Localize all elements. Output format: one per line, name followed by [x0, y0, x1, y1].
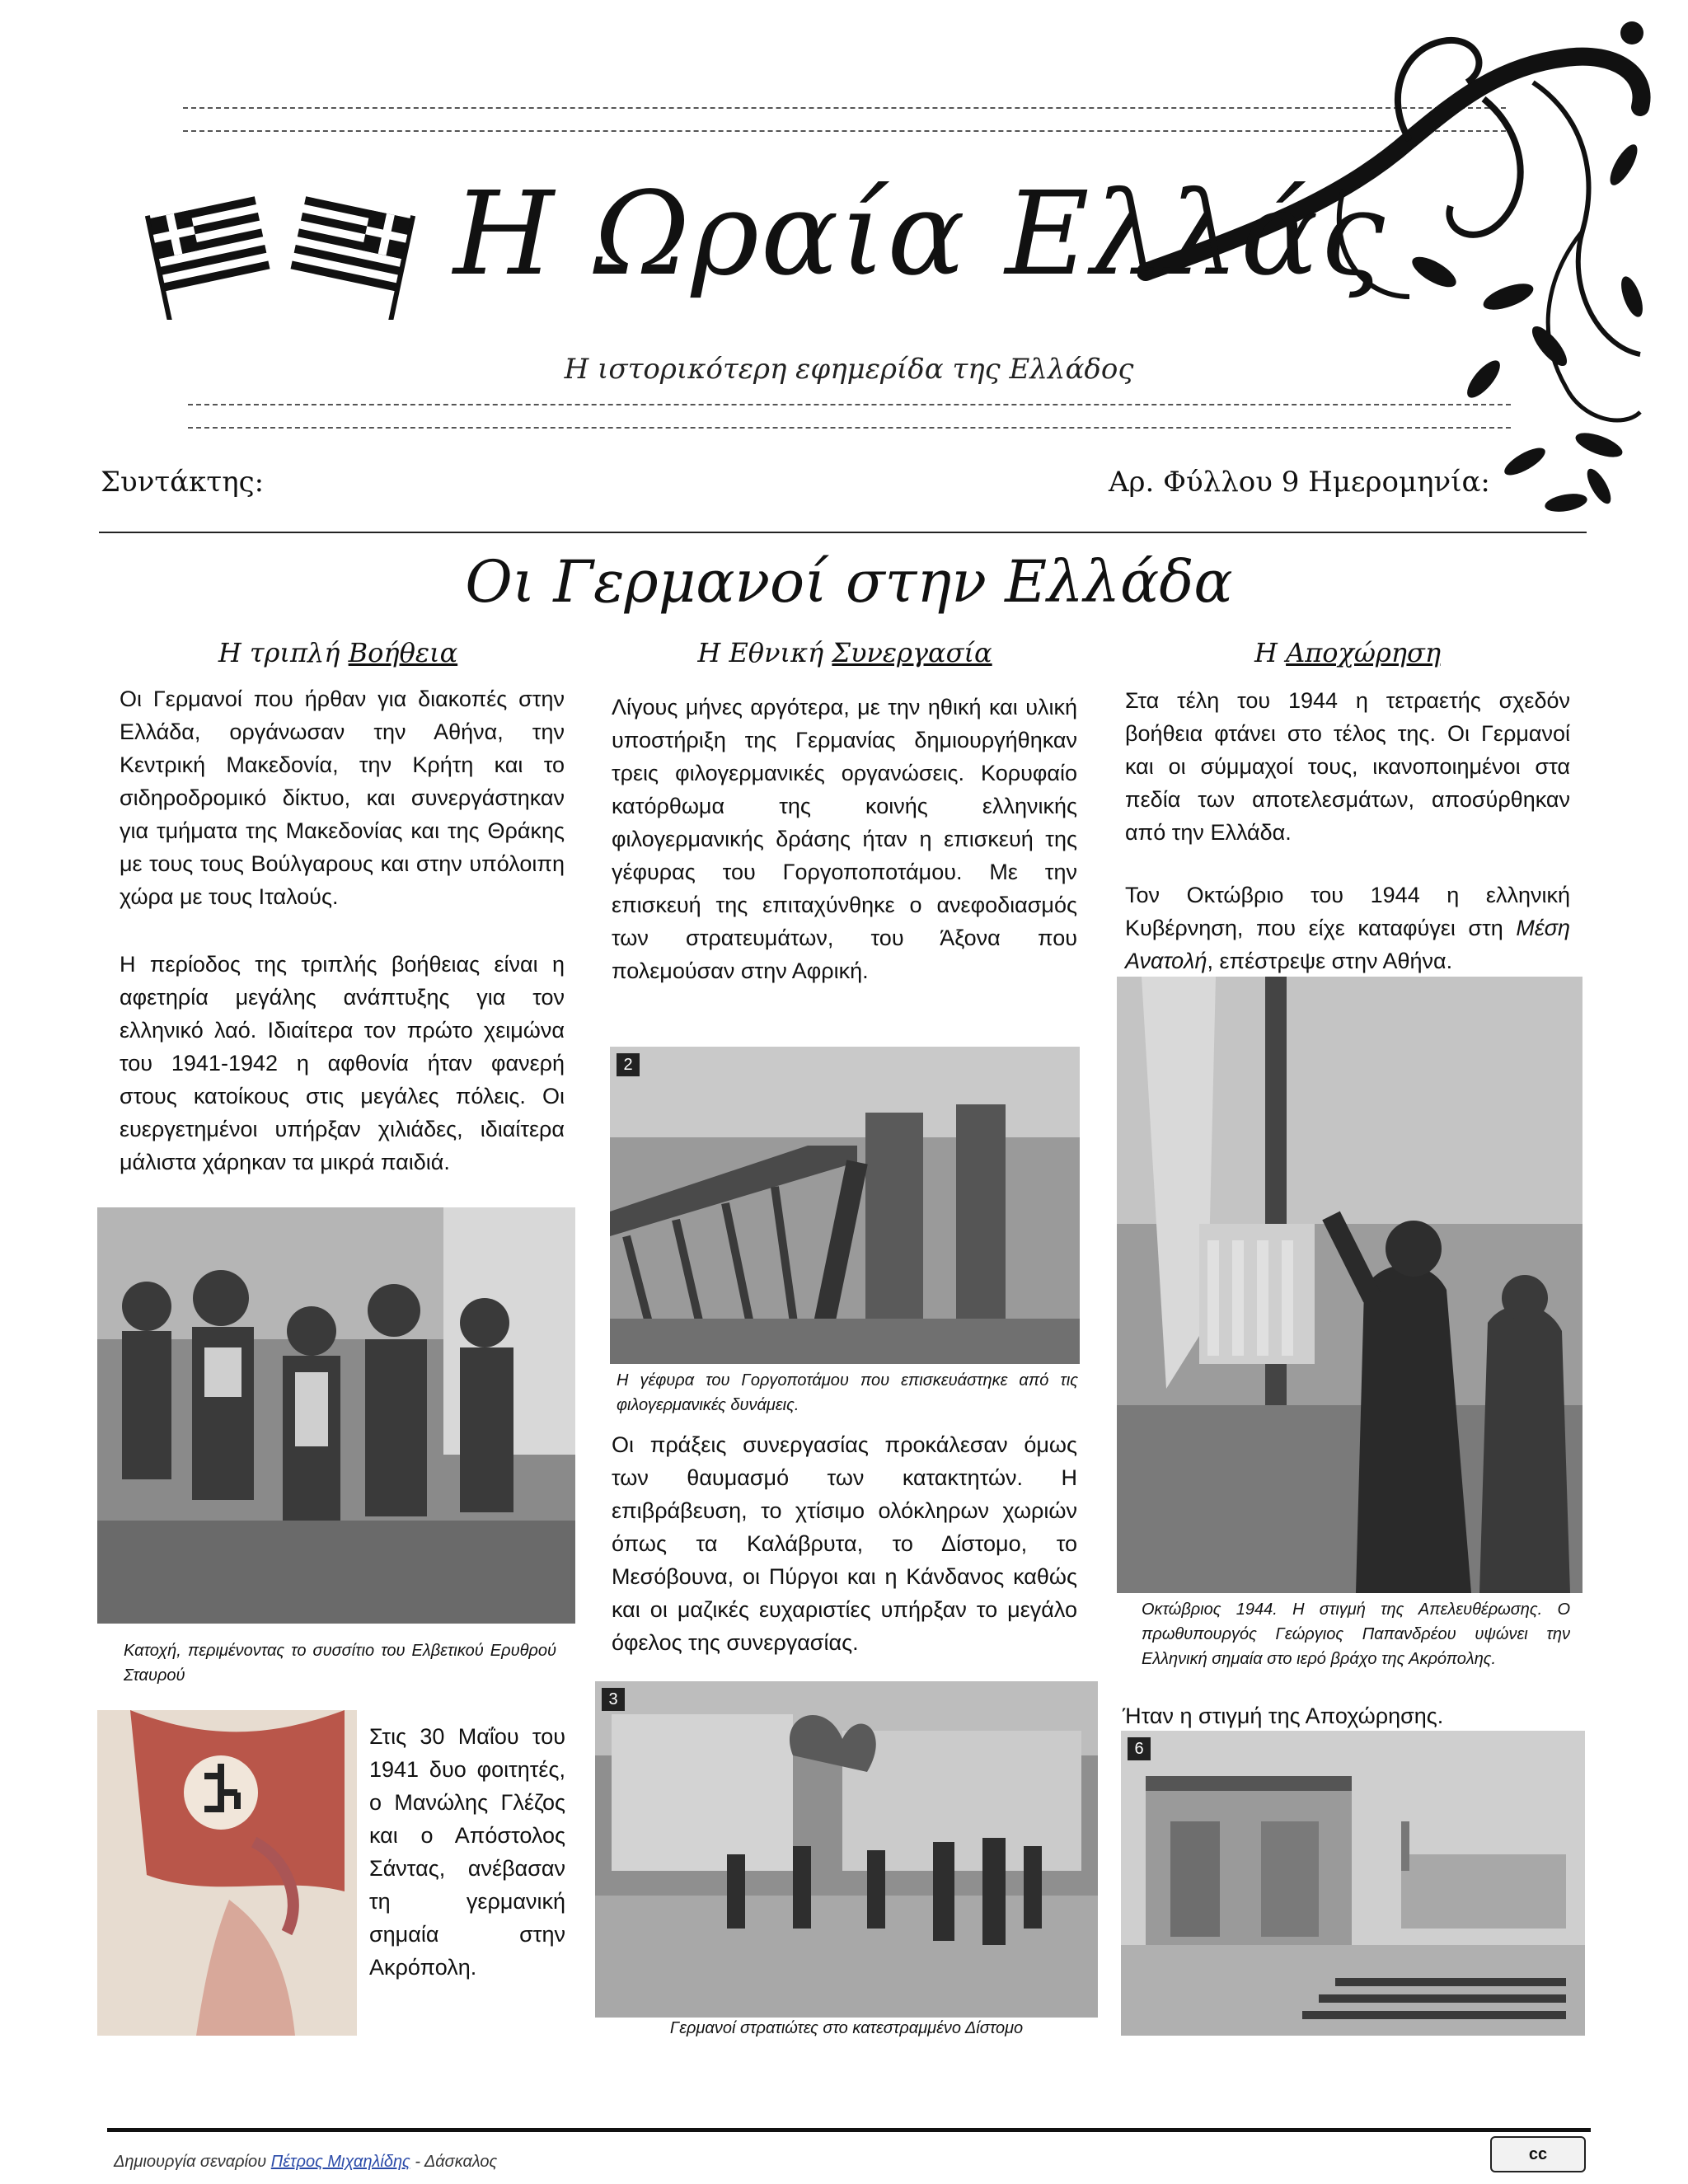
footer-credit — [114, 2153, 497, 2172]
subtitle-dashed-rule — [188, 404, 1511, 405]
creative-commons-badge-icon[interactable]: cc — [1490, 2136, 1586, 2172]
credit-prefix: Δημιουργία σεναρίου — [114, 2153, 271, 2171]
bridge-photo-caption: Η γέφυρα του Γοργοποτάμου που επισκευάστηκε από τις φιλογερμανικές δυνάμεις. — [617, 1371, 1078, 1414]
newspaper-title: Η Ωραία Ελλάς — [453, 167, 1387, 302]
heading-text: Η Εθνική — [697, 637, 832, 668]
photo-number-badge: 6 — [1128, 1737, 1151, 1760]
heading-underlined-text: Συνεργασία — [832, 637, 992, 668]
newspaper-subtitle: Η ιστορικότερη εφημερίδα της Ελλάδος — [564, 353, 1134, 386]
children-photo-caption: Κατοχή, περιμένοντας το συσσίτιο του Ελβετικού Ερυθρού Σταυρού — [124, 1642, 556, 1685]
article-headline: Οι Γερμανοί στην Ελλάδα — [465, 548, 1233, 616]
acropolis-parade-photo — [1121, 1731, 1585, 2036]
children-queue-photo — [97, 1207, 575, 1624]
photo-number-badge: 3 — [602, 1688, 625, 1711]
left-paragraph-2: Η περίοδος της τριπλής βοήθειας είναι η αφετηρία μεγάλης ανάπτυξης για τον ελληνικό λαό. Ιδιαίτερα τον πρώτο χειμώνα του 1941-1942 η αφθονία ήταν φανερή στους κατοίκους στις μεγάλες πόλεις. Οι ευεργετημένοι υπήρξαν χιλιάδες, ιδιαίτερα μάλιστα χάρηκαν τα μικρά παιδιά. — [120, 952, 565, 1174]
paragraph-text: Τον Οκτώβριο του 1944 η ελληνική Κυβέρνηση, που είχε καταφύγει στη — [1125, 883, 1570, 940]
middle-paragraph-2: Οι πράξεις συνεργασίας προκάλεσαν όμως των θαυμασμό των κατακτητών. Η επιβράβευση, το χτίσιμο ολόκληρων χωριών όπως τα Καλάβρυτα, το Δίστομο, το Μεσόβουνα, οι Πύργοι και η Κάνδανος καθώς και οι μαζικές ευχαριστίες υπήρξαν το μεγάλο όφελος της συνεργασίας. — [612, 1432, 1077, 1655]
left-paragraph-1: Οι Γερμανοί που ήρθαν για διακοπές στην Ελλάδα, οργάνωσαν την Αθήνα, την Κεντρική Μακεδονία, την Κρήτη και το σιδηροδρομικό δίκτυο, και συνεργάστηκαν για τμήματα της Μακεδονίας και της Θράκης με τους τους Βούλγαρους και στην υπόλοιπη χώρα με τους Ιταλούς. — [120, 687, 565, 909]
right-column-heading — [1125, 637, 1570, 668]
middle-paragraph-1: Λίγους μήνες αργότερα, με την ηθική και υλική υποστήριξη της Γερμανίας δημιουργήθηκαν τρεις φιλογερμανικές οργανώσεις. Κορυφαίο κατόρθωμα της κοινής ελληνικής φιλογερμανικής δράσης ήταν η επισκευή της γέφυρας του Γοργοποποτάμου. Με την επισκευή της επιταχύνθηκε ο ανεφοδιασμός των στρατευμάτων, του Άξονα που πολεμούσαν στην Αφρική. — [612, 695, 1077, 983]
photo-number-badge: 2 — [617, 1053, 640, 1076]
author-link[interactable]: Πέτρος Μιχαηλίδης — [270, 2153, 410, 2171]
gorgopotamos-bridge-photo — [610, 1047, 1080, 1364]
right-paragraph-2 — [1125, 879, 1570, 977]
right-paragraph-1: Στα τέλη του 1944 η τετραετής σχεδόν βοήθεια φτάνει στο τέλος της. Οι Γερμανοί και οι σύμμαχοί τους, ικανοποιημένοι στα πεδία των αποτελεσμάτων, αποσύρθηκαν από την Ελλάδα. — [1125, 688, 1570, 845]
heading-text: Η τριπλή — [218, 637, 349, 668]
liberation-flag-raising-photo — [1117, 977, 1582, 1593]
header-rule — [99, 532, 1587, 533]
credit-suffix: - Δάσκαλος — [410, 2153, 498, 2171]
heading-underlined-text: Αποχώρηση — [1286, 637, 1441, 668]
distomo-soldiers-photo — [595, 1681, 1098, 2018]
heading-text: Η — [1254, 637, 1287, 668]
issue-label: Αρ. Φύλλου 9 Ημερομηνία: — [1109, 466, 1490, 499]
left-column-heading — [115, 637, 560, 668]
swastika-flag-illustration — [97, 1710, 357, 2036]
retreat-moment-text: Ήταν η στιγμή της Αποχώρησης. — [1123, 1704, 1444, 1728]
greek-flags-icon — [140, 196, 420, 320]
distomo-photo-caption: Γερμανοί στρατιώτες στο κατεστραμμένο Δίστομο — [669, 2019, 1024, 2037]
paragraph-italic-text: Μέση Ανατολή — [1125, 916, 1570, 973]
liberation-photo-caption: Οκτώβριος 1944. Η στιγμή της Απελευθέρωσης. Ο πρωθυπουργός Γεώργιος Παπανδρέου υψώνει την Ελληνική σημαία στο ιερό βράχο της Ακρόπολης. — [1142, 1601, 1570, 1668]
paragraph-text: , επέστρεψε στην Αθήνα. — [1207, 949, 1453, 973]
flag-paragraph: Στις 30 Μαΐου του 1941 δυο φοιτητές, ο Μανώλης Γλέζος και ο Απόστολος Σάντας, ανέβασαν τη γερμανική σημαία στην Ακρόπολη. — [369, 1724, 565, 1980]
middle-column-heading — [610, 637, 1080, 668]
editor-label: Συντάκτης: — [101, 466, 265, 499]
subtitle-dashed-rule — [188, 427, 1511, 429]
footer-rule — [107, 2128, 1591, 2132]
heading-underlined-text: Βοήθεια — [348, 637, 458, 668]
